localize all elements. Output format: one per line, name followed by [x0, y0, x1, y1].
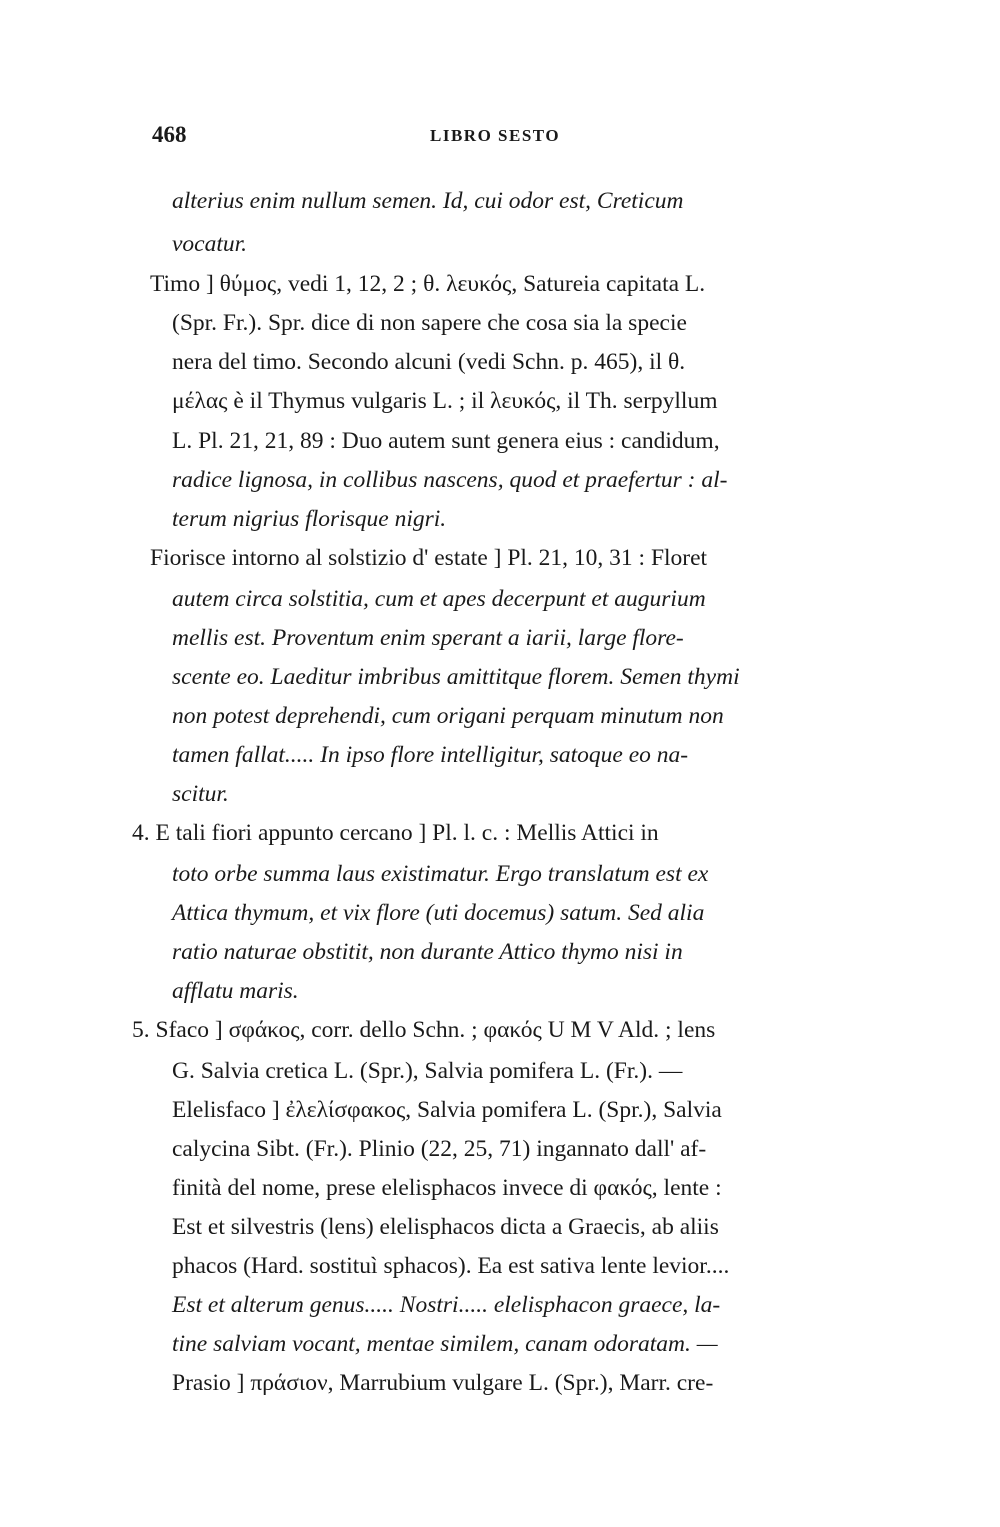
text-line: afflatu maris. [172, 978, 299, 1004]
text-line: Est et alterum genus..... Nostri..... elelisphacon graece, la- [172, 1292, 721, 1318]
text-line: alterius enim nullum semen. Id, cui odor est, Creticum [172, 188, 684, 214]
text-line: tine salviam vocant, mentae similem, canam odoratam. — [172, 1331, 718, 1357]
text-line: terum nigrius florisque nigri. [172, 506, 447, 532]
text-line: non potest deprehendi, cum origani perquam minutum non [172, 703, 724, 729]
text-line: L. Pl. 21, 21, 89 : Duo autem sunt genera eius : candidum, [172, 428, 720, 454]
text-line: (Spr. Fr.). Spr. dice di non sapere che cosa sia la specie [172, 310, 687, 336]
text-line: phacos (Hard. sostituì sphacos). Ea est sativa lente levior.... [172, 1253, 730, 1279]
text-line: Elelisfaco ] ἐλελίσφακος, Salvia pomifera L. (Spr.), Salvia [172, 1097, 722, 1123]
text-line: nera del timo. Secondo alcuni (vedi Schn. p. 465), il θ. [172, 349, 686, 375]
text-line: μέλας è il Thymus vulgaris L. ; il λευκός, il Th. serpyllum [172, 388, 718, 414]
text-line: tamen fallat..... In ipso flore intelligitur, satoque eo na- [172, 742, 689, 768]
text-line: mellis est. Proventum enim sperant a iarii, large flore- [172, 625, 684, 651]
text-line: autem circa solstitia, cum et apes decerpunt et augurium [172, 586, 706, 612]
text-line: G. Salvia cretica L. (Spr.), Salvia pomifera L. (Fr.). — [172, 1058, 683, 1084]
entry-line-timo: Timo ] θύμος, vedi 1, 12, 2 ; θ. λευκός, Satureia capitata L. [150, 271, 706, 297]
text-line: scitur. [172, 781, 229, 807]
text-line: vocatur. [172, 231, 248, 257]
text-line: radice lignosa, in collibus nascens, quod et praefertur : al- [172, 467, 728, 493]
text-line: ratio naturae obstitit, non durante Attico thymo nisi in [172, 939, 683, 965]
text-line: Attica thymum, et vix flore (uti docemus) satum. Sed alia [172, 900, 705, 926]
entry-line-5: 5. Sfaco ] σφάκος, corr. dello Schn. ; φακός U M V Ald. ; lens [132, 1017, 716, 1043]
text-line: Prasio ] πράσιον, Marrubium vulgare L. (Spr.), Marr. cre- [172, 1370, 714, 1396]
text-line: toto orbe summa laus existimatur. Ergo translatum est ex [172, 861, 709, 887]
entry-line-fiorisce: Fiorisce intorno al solstizio d' estate ] Pl. 21, 10, 31 : Floret [150, 545, 708, 571]
text-line: finità del nome, prese elelisphacos invece di φακός, lente : [172, 1175, 722, 1201]
running-title: LIBRO SESTO [430, 126, 561, 145]
text-line: scente eo. Laeditur imbribus amittitque florem. Semen thymi [172, 664, 740, 690]
page-number: 468 [152, 122, 187, 147]
page-header [0, 122, 1000, 158]
entry-line-4: 4. E tali fiori appunto cercano ] Pl. l. c. : Mellis Attici in [132, 820, 659, 846]
text-line: Est et silvestris (lens) elelisphacos dicta a Graecis, ab aliis [172, 1214, 719, 1240]
text-line: calycina Sibt. (Fr.). Plinio (22, 25, 71) ingannato dall' af- [172, 1136, 707, 1162]
